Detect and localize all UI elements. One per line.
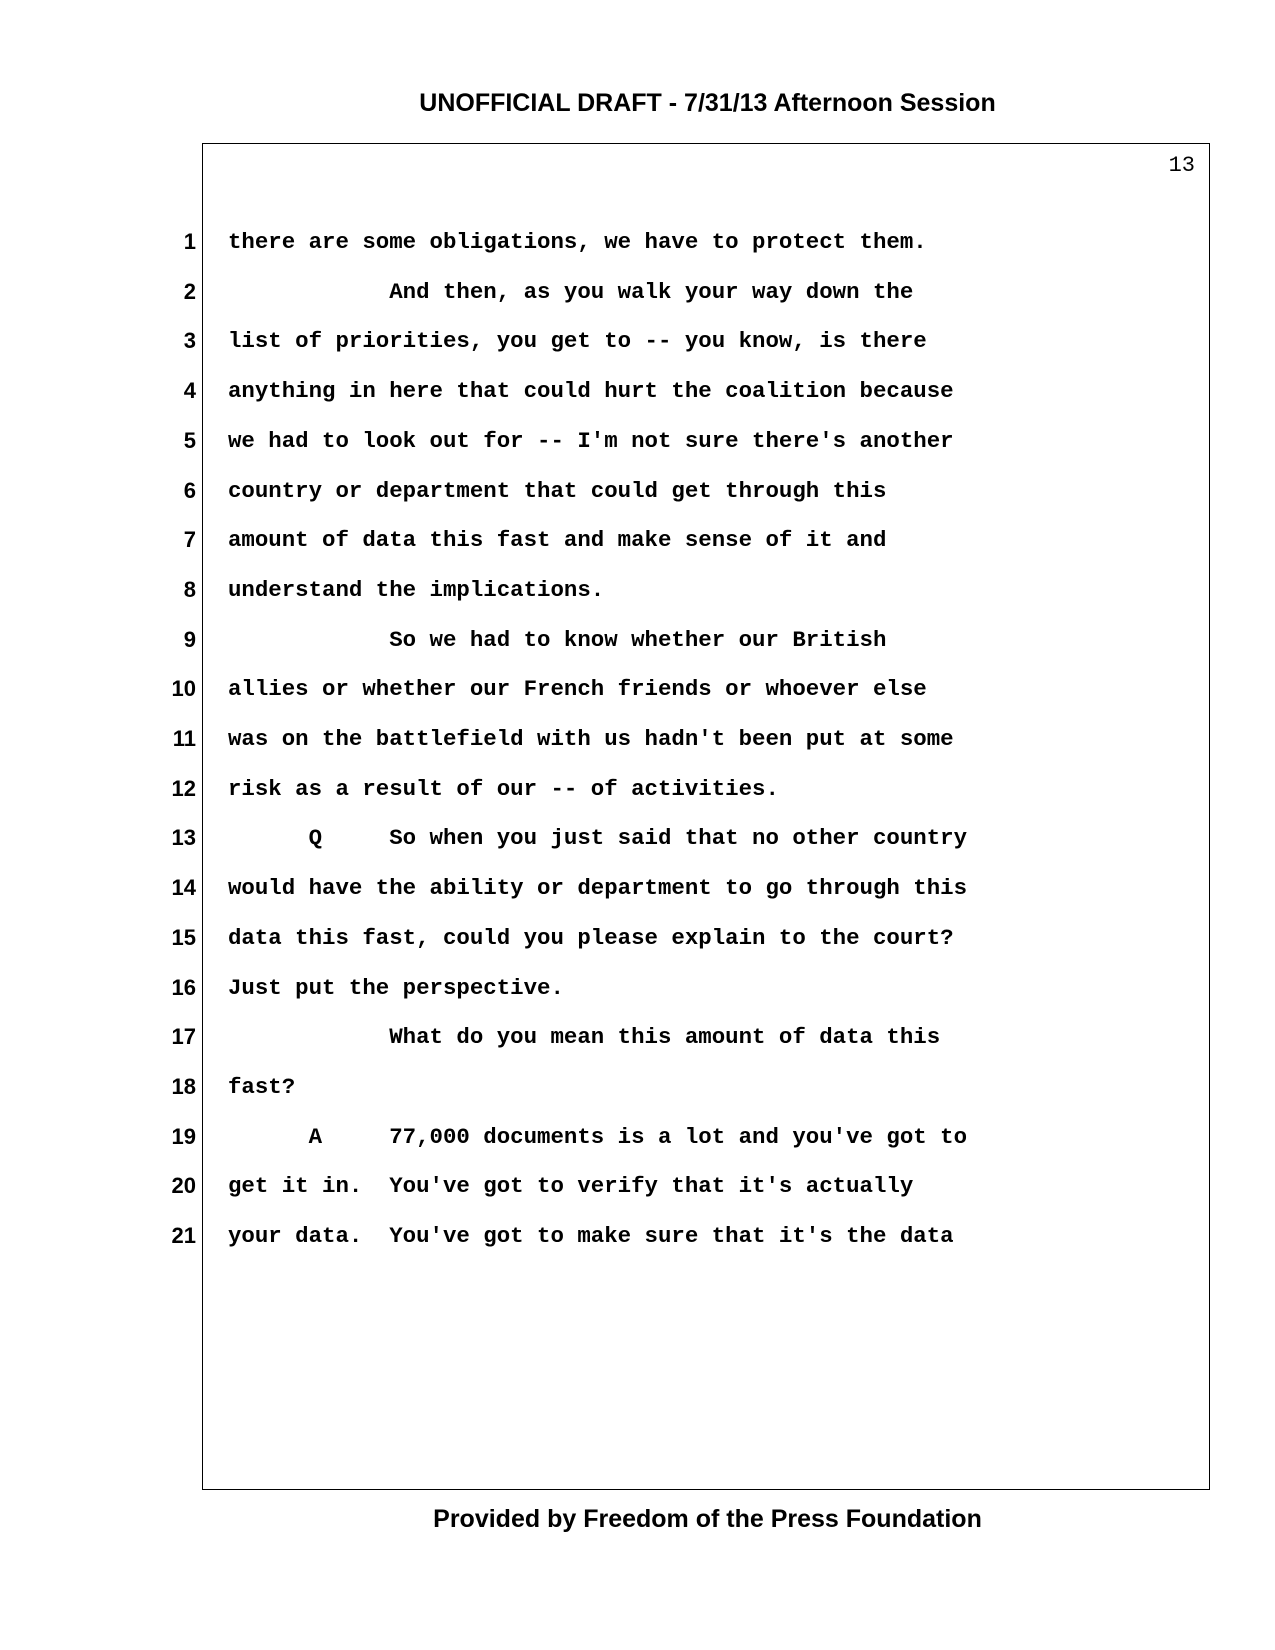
transcript-line-text: was on the battlefield with us hadn't been put at some — [228, 726, 954, 752]
line-number: 13 — [171, 825, 196, 850]
line-number: 21 — [171, 1223, 196, 1248]
transcript-line-text: What do you mean this amount of data this — [228, 1024, 941, 1050]
line-number: 5 — [183, 428, 196, 453]
line-number: 10 — [171, 676, 196, 701]
line-number: 11 — [172, 726, 196, 751]
transcript-line-text: And then, as you walk your way down the — [228, 279, 914, 305]
transcript-line-text: Q So when you just said that no other country — [228, 825, 968, 851]
transcript-line-text: country or department that could get through this — [228, 478, 887, 504]
transcript-line-text: anything in here that could hurt the coalition because — [228, 378, 954, 404]
document-header-title: UNOFFICIAL DRAFT - 7/31/13 Afternoon Session — [419, 89, 996, 117]
transcript-line-text: there are some obligations, we have to protect them. — [228, 229, 927, 255]
document-footer: Provided by Freedom of the Press Foundation — [433, 1505, 982, 1533]
line-number: 1 — [183, 229, 196, 254]
line-number: 19 — [171, 1124, 196, 1149]
transcript-line-text: get it in. You've got to verify that it's actually — [228, 1173, 914, 1199]
transcript-line-text: risk as a result of our -- of activities. — [228, 776, 779, 802]
line-number: 18 — [171, 1074, 196, 1099]
line-number: 17 — [171, 1024, 196, 1049]
transcript-line-text: understand the implications. — [228, 577, 605, 603]
line-number: 14 — [171, 875, 196, 900]
transcript-line-text: So we had to know whether our British — [228, 627, 887, 653]
line-number: 3 — [183, 328, 196, 353]
transcript-line-text: list of priorities, you get to -- you know, is there — [228, 328, 927, 354]
line-number: 12 — [171, 776, 196, 801]
line-number: 6 — [183, 478, 196, 503]
transcript-line-text: allies or whether our French friends or whoever else — [228, 676, 927, 702]
line-number: 7 — [183, 527, 196, 552]
line-number: 4 — [183, 378, 196, 403]
transcript-line-text: Just put the perspective. — [228, 975, 564, 1001]
transcript-line-text: data this fast, could you please explain to the court? — [228, 925, 954, 951]
transcript-line-text: would have the ability or department to go through this — [228, 875, 968, 901]
transcript-line-text: A 77,000 documents is a lot and you've got to — [228, 1124, 968, 1150]
transcript-line-text: fast? — [228, 1074, 296, 1100]
line-number: 20 — [171, 1173, 196, 1198]
transcript-line-text: amount of data this fast and make sense of it and — [228, 527, 887, 553]
line-number: 15 — [171, 925, 196, 950]
line-number: 8 — [183, 577, 196, 602]
transcript-line-text: your data. You've got to make sure that it's the data — [228, 1223, 954, 1249]
transcript-line-text: we had to look out for -- I'm not sure there's another — [228, 428, 954, 454]
line-number: 9 — [183, 627, 196, 652]
line-number: 2 — [183, 279, 196, 304]
line-number: 16 — [171, 975, 196, 1000]
page-number: 13 — [1168, 153, 1195, 178]
